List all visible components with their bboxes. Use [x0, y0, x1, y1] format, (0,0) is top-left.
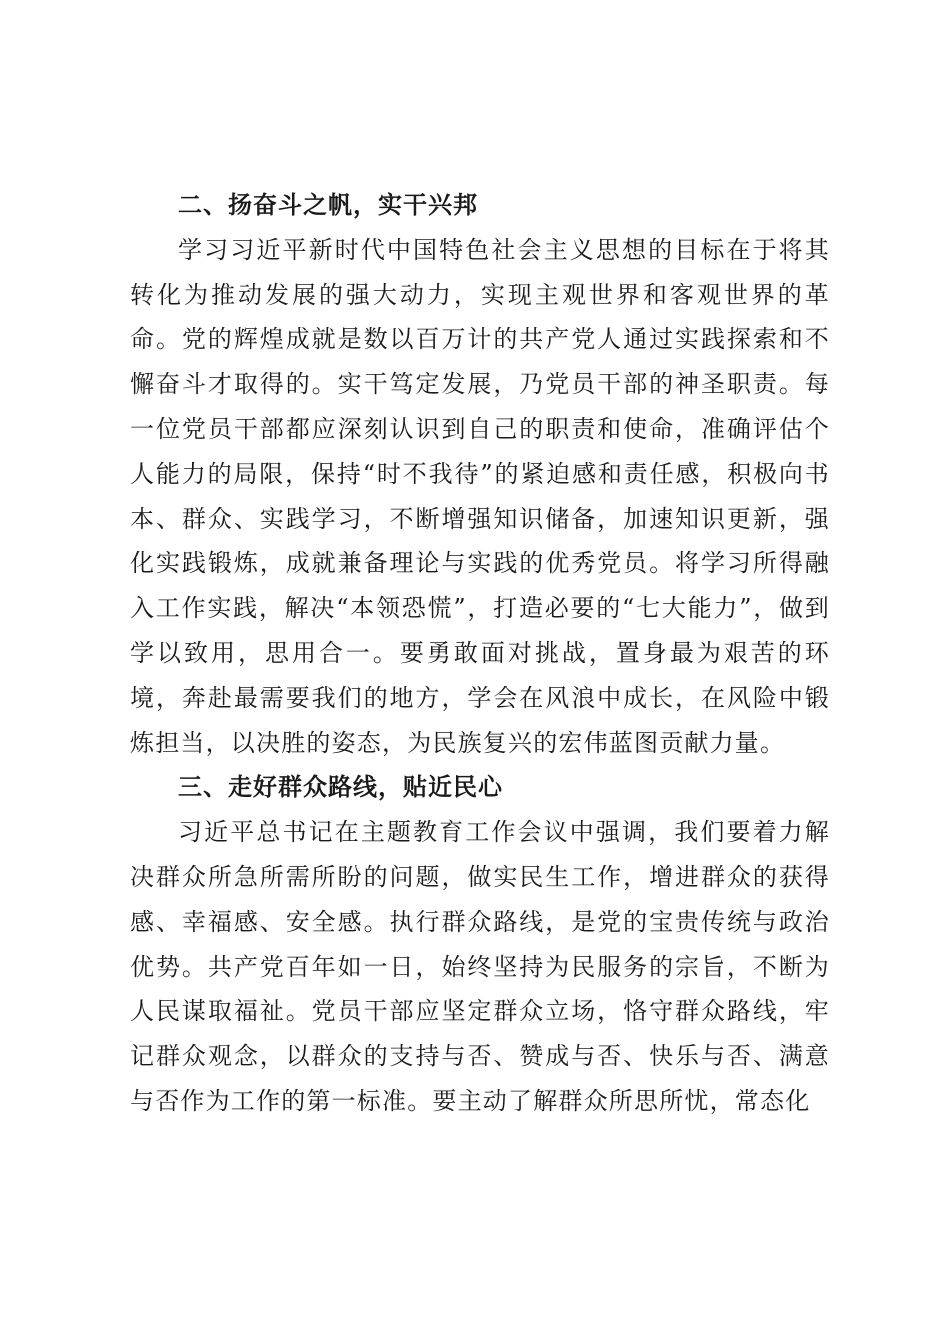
document-body	[130, 183, 830, 1124]
section-heading-two: 二、扬奋斗之帆，实干兴邦	[178, 191, 478, 219]
section-paragraph-three: 习近平总书记在主题教育工作会议中强调，我们要着力解决群众所急所需所盼的问题，做实民生工作，增进群众的获得感、幸福感、安全感。执行群众路线，是党的宝贵传统与政治优势。共产党百年如一日，始终坚持为民服务的宗旨，不断为人民谋取福祉。党员干部应坚定群众立场，恪守群众路线，牢记群众观念，以群众的支持与否、赞成与否、快乐与否、满意与否作为工作的第一标准。要主动了解群众所思所忧，常态化	[130, 818, 830, 1115]
section-heading-three: 三、走好群众路线，贴近民心	[178, 773, 503, 802]
section-paragraph-two: 学习习近平新时代中国特色社会主义思想的目标在于将其转化为推动发展的强大动力，实现主观世界和客观世界的革命。党的辉煌成就是数以百万计的共产党人通过实践探索和不懈奋斗才取得的。实干笃定发展，乃党员干部的神圣职责。每一位党员干部都应深刻认识到自己的职责和使命，准确评估个人能力的局限，保持“时不我待”的紧迫感和责任感，积极向书本、群众、实践学习，不断增强知识储备，加速知识更新，强化实践锻炼，成就兼备理论与实践的优秀党员。将学习所得融入工作实践，解决“本领恐慌”，打造必要的“七大能力”，做到学以致用，思用合一。要勇敢面对挑战，置身最为艰苦的环境，奔赴最需要我们的地方，学会在风浪中成长，在风险中锻炼担当，以决胜的姿态，为民族复兴的宏伟蓝图贡献力量。	[130, 235, 830, 757]
